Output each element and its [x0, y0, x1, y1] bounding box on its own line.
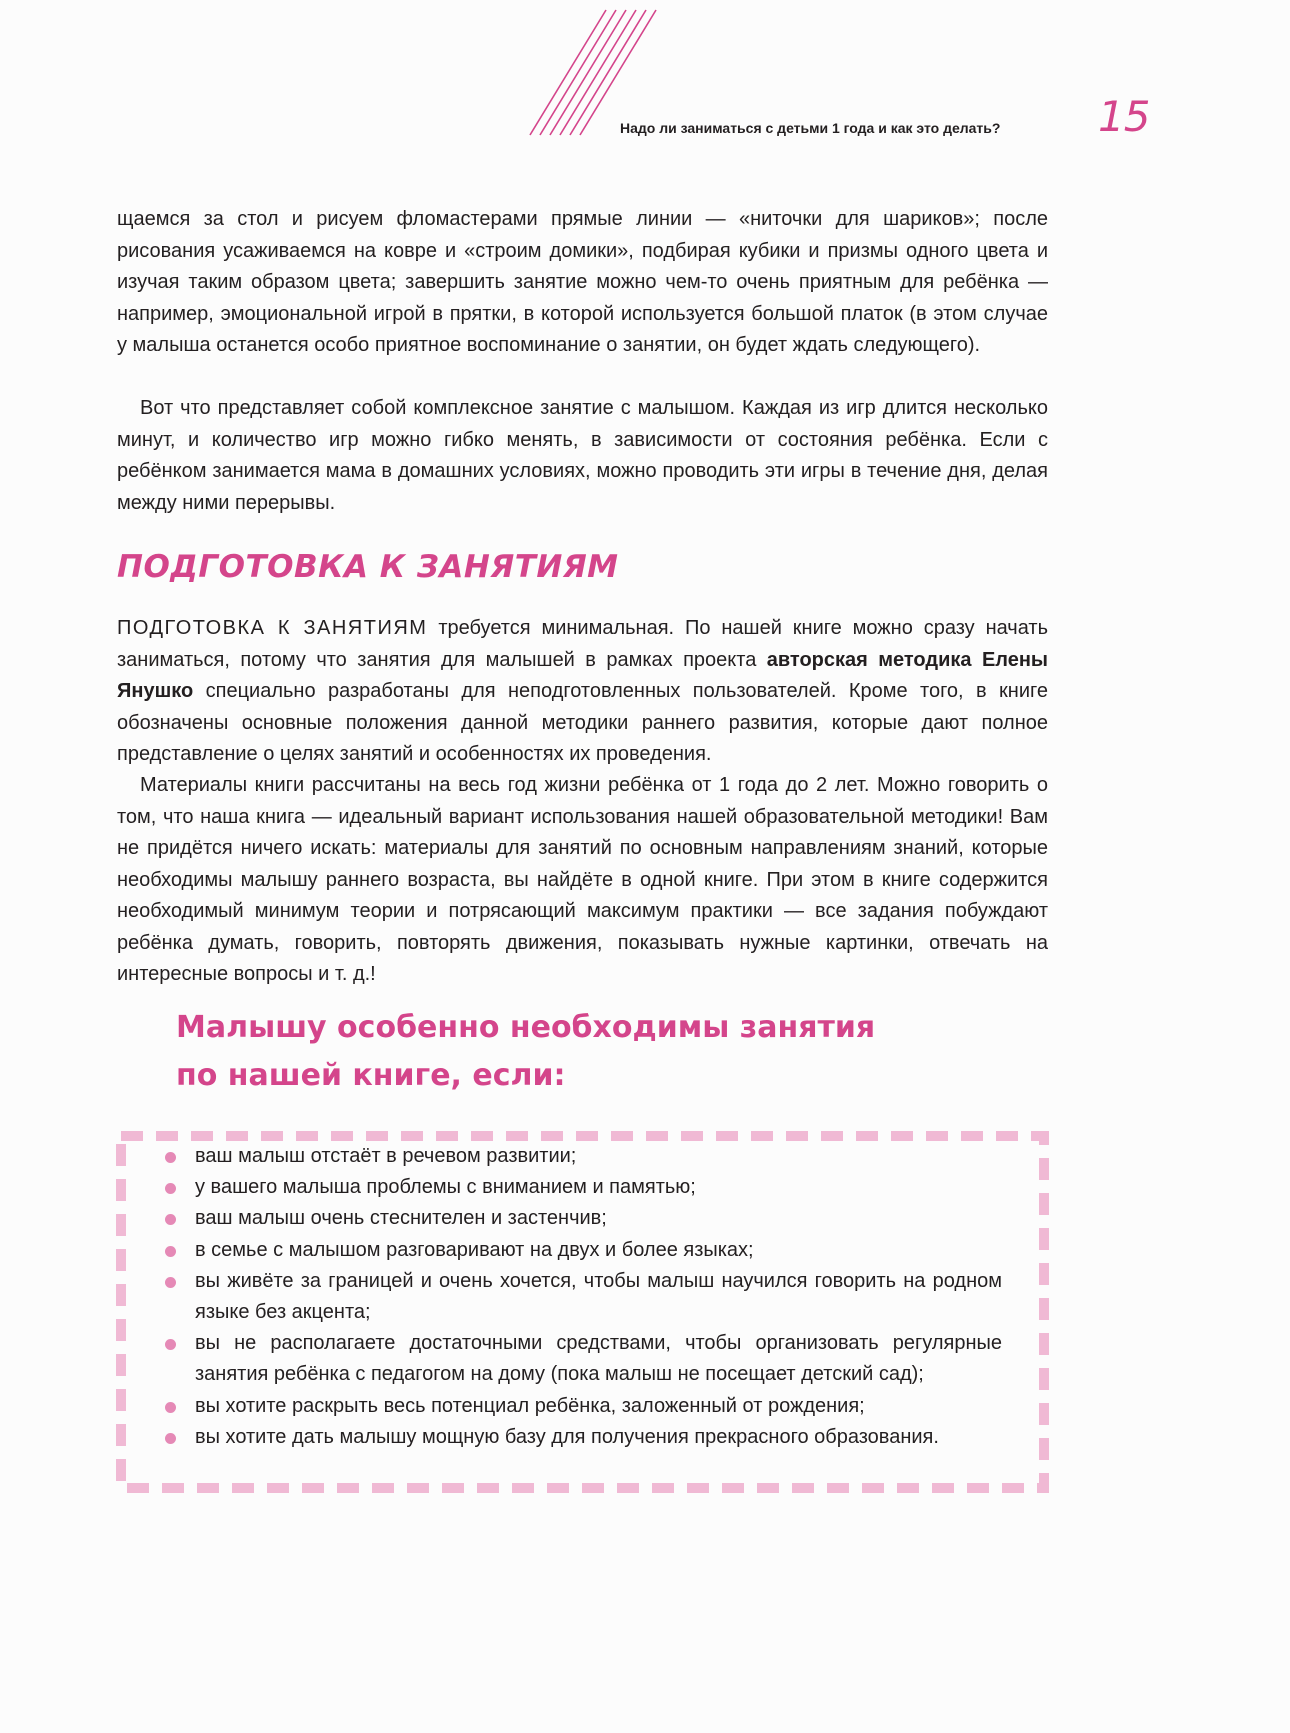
checklist [172, 1141, 1002, 1453]
paragraph-materials: Материалы книги рассчитаны на весь год жизни ребёнка от 1 года до 2 лет. Можно говорить о том, что наша книга — идеальный вариант использования нашей образовательной методики! Вам не придётся ничего искать: материалы для занятий по основным направлениям знаний, которые необходимы малышу раннего возраста, вы найдёте в одной книге. При этом в книге содержится необходимый минимум теории и потрясающий максимум практики — все задания побуждают ребёнка думать, говорить, повторять движения, показывать нужные картинки, отвечать на интересные вопросы и т. д.! [117, 774, 1048, 985]
bullet-icon [165, 1214, 176, 1225]
list-item: ваш малыш отстаёт в речевом развитии; [172, 1141, 1002, 1172]
list-item: вы живёте за границей и очень хочется, чтобы малыш научился говорить на родном языке без акцента; [172, 1266, 1002, 1328]
paragraph-preparation [117, 613, 1048, 771]
callout-line-2: по нашей книге, если: [176, 1058, 566, 1093]
running-title: Надо ли заниматься с детьми 1 года и как это делать? [620, 120, 1001, 136]
decorative-stripes [520, 0, 670, 140]
callout-line-1: Малышу особенно необходимы занятия [176, 1010, 876, 1045]
paragraph-complex-lesson: Вот что представляет собой комплексное занятие с малышом. Каждая из игр длится несколько минут, и количество игр можно гибко менять, в зависимости от состояния ребёнка. Если с ребёнком занимается мама в домашних условиях, можно проводить эти игры в течение дня, делая между ними перерывы. [117, 397, 1048, 514]
checklist-box [116, 1131, 1049, 1493]
list-item: вы хотите раскрыть весь потенциал ребёнка, заложенный от рождения; [172, 1391, 1002, 1422]
bullet-icon [165, 1246, 176, 1257]
preparation-text-a: требуется минимальная. По нашей книге можно сразу начать заниматься, потому что занятия для малышей в рамках проекта [117, 617, 1048, 671]
list-item: ваш малыш очень стеснителен и застенчив; [172, 1203, 1002, 1234]
paragraph-intro-continued: щаемся за стол и рисуем фломастерами прямые линии — «ниточки для шариков»; после рисования усаживаемся на ковре и «строим домики», подбирая кубики и призмы одного цвета и изучая таким образом цвета; завершить занятие можно чем-то очень приятным для ребёнка — например, эмоциональной игрой в прятки, в которой используется большой платок (в этом случае у малыша останется особо приятное воспоминание о занятии, он будет ждать следующего). [117, 208, 1048, 356]
list-item: вы хотите дать малышу мощную базу для получения прекрасного образования. [172, 1422, 1002, 1453]
page-number: 15 [1098, 92, 1150, 141]
bullet-icon [165, 1402, 176, 1413]
preparation-caps-lead: ПОДГОТОВКА К ЗАНЯТИЯМ [117, 617, 428, 639]
bullet-icon [165, 1183, 176, 1194]
bullet-icon [165, 1152, 176, 1163]
bullet-icon [165, 1433, 176, 1444]
section-heading: ПОДГОТОВКА К ЗАНЯТИЯМ [117, 549, 619, 585]
list-item: вы не располагаете достаточными средствами, чтобы организовать регулярные занятия ребёнка с педагогом на дому (пока малыш не посещает детский сад); [172, 1328, 1002, 1390]
bullet-icon [165, 1277, 176, 1288]
preparation-text-b: специально разработаны для неподготовленных пользователей. Кроме того, в книге обозначены основные положения данной методики раннего развития, которые дают полное представление о целях занятий и особенностях их проведения. [117, 680, 1048, 765]
list-item: в семье с малышом разговаривают на двух и более языках; [172, 1235, 1002, 1266]
callout-heading [176, 1004, 876, 1100]
bullet-icon [165, 1339, 176, 1350]
list-item: у вашего малыша проблемы с вниманием и памятью; [172, 1172, 1002, 1203]
method-name-bold: авторская методика Елены Янушко [117, 648, 1049, 702]
